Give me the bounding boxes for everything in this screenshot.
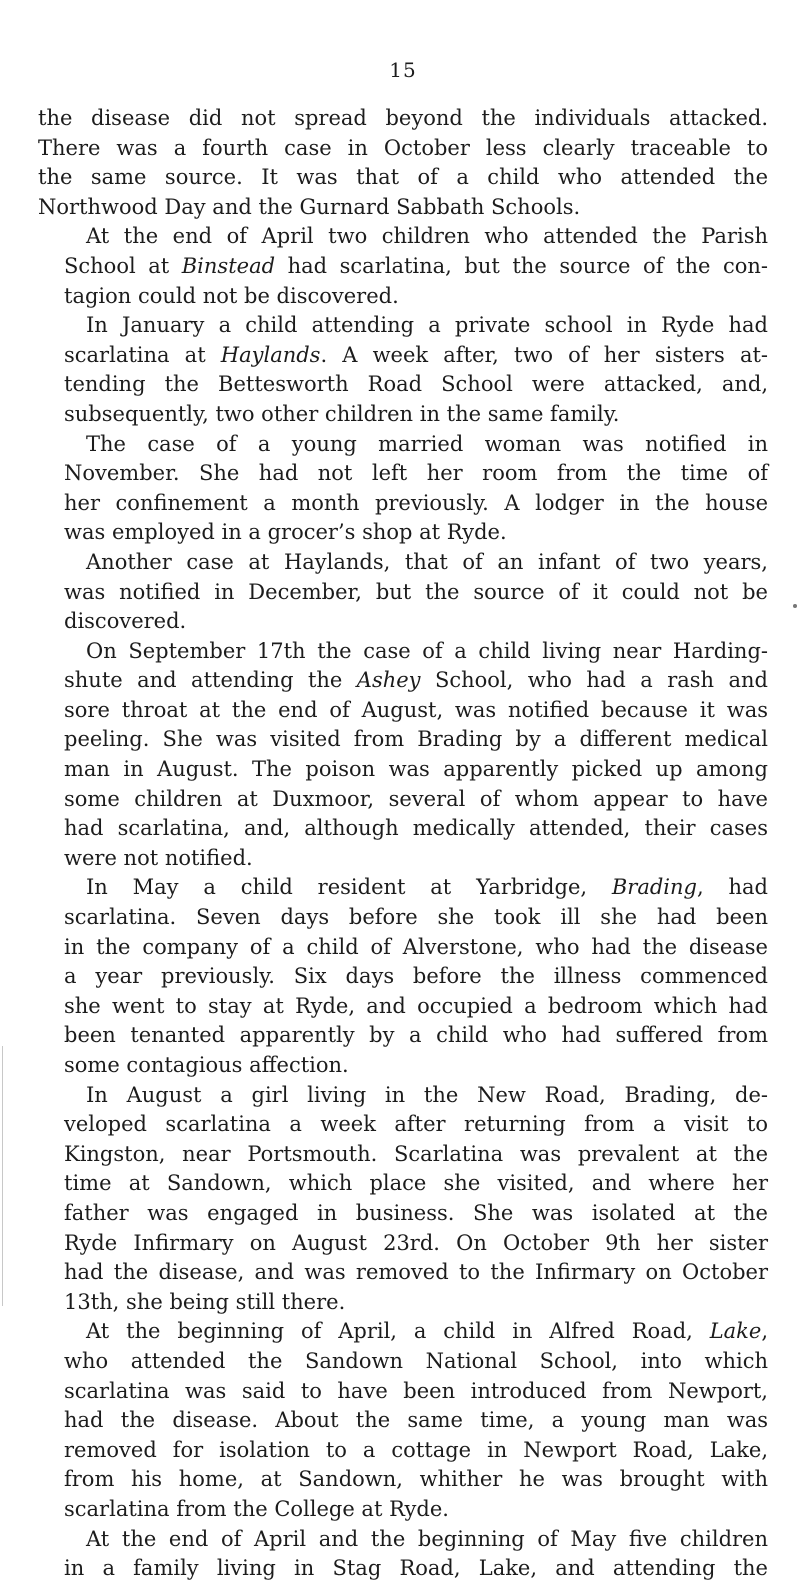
text-line: in the company of a child of Alverstone, who had the disease (64, 934, 768, 959)
text-line: There was a fourth case in October less clearly traceable to (38, 135, 768, 160)
text-line: Ryde Infirmary on August 23rd. On October 9th her sister (64, 1230, 768, 1255)
paragraph (38, 222, 768, 311)
text-line: In May a child resident at Yarbridge, Brading, had (86, 875, 768, 900)
paragraph (38, 1525, 768, 1584)
text-line: In August a girl living in the New Road, Brading, de- (86, 1082, 768, 1107)
text-line: The case of a young married woman was notified in (86, 431, 768, 456)
text-line: peeling. She was visited from Brading by a different medical (64, 727, 768, 752)
text-line: scarlatina at Haylands. A week after, two of her sisters at- (64, 342, 769, 367)
text-line: had the disease, and was removed to the Infirmary on October (64, 1260, 768, 1285)
text-line: in a family living in Stag Road, Lake, and attending the (64, 1556, 768, 1581)
text-line: 13th, she being still there. (64, 1289, 346, 1314)
text-line: discovered. (64, 609, 187, 634)
paragraph (38, 637, 768, 874)
text-line: scarlatina was said to have been introduced from Newport, (64, 1378, 768, 1403)
text-line: time at Sandown, which place she visited, and where her (64, 1171, 768, 1196)
text-line: scarlatina from the College at Ryde. (64, 1496, 449, 1521)
text-line: School at Binstead had scarlatina, but the source of the con- (64, 253, 768, 278)
text-line: a year previously. Six days before the illness commenced (64, 964, 768, 989)
text-line: veloped scarlatina a week after returning from a visit to (64, 1112, 768, 1137)
text-line: At the beginning of April, a child in Alfred Road, Lake, (86, 1319, 768, 1344)
scan-margin-line (2, 1046, 3, 1306)
paragraph (38, 1081, 768, 1318)
text-line: were not notified. (64, 845, 253, 870)
text-line: who attended the Sandown National School, into which (64, 1348, 768, 1373)
text-line: man in August. The poison was apparently picked up among (64, 757, 768, 782)
text-line: some contagious affection. (64, 1053, 349, 1077)
text-line: had scarlatina, and, although medically attended, their cases (64, 816, 768, 841)
text-line: been tenanted apparently by a child who had suffered from (64, 1023, 768, 1048)
text-line: Kingston, near Portsmouth. Scarlatina was prevalent at the (64, 1141, 768, 1166)
paragraph (38, 311, 768, 429)
paragraph (38, 873, 768, 1080)
text-line: Northwood Day and the Gurnard Sabbath Schools. (38, 194, 581, 219)
place-name-italic: Ashey (356, 668, 421, 693)
page-number: 15 (389, 58, 417, 82)
scan-speck (793, 604, 797, 608)
text-line: At the end of April and the beginning of May five children (86, 1526, 768, 1551)
text-line: scarlatina. Seven days before she took ill she had been (64, 905, 768, 930)
text-line: sore throat at the end of August, was notified because it was (64, 697, 768, 722)
text-line: November. She had not left her room from the time of (64, 461, 768, 486)
text-line: On September 17th the case of a child living near Harding- (86, 638, 768, 663)
text-line: removed for isolation to a cottage in Newport Road, Lake, (64, 1437, 768, 1462)
paragraph (38, 104, 768, 222)
text-line: tending the Bettesworth Road School were attacked, and, (64, 372, 768, 397)
text-line: shute and attending the Ashey School, who had a rash and (64, 668, 768, 693)
text-line: had the disease. About the same time, a young man was (64, 1408, 768, 1433)
text-line: was employed in a grocer’s shop at Ryde. (64, 520, 507, 545)
paragraph (38, 1317, 768, 1524)
place-name-italic: Brading (611, 875, 697, 900)
text-line: was notified in December, but the source of it could not be (64, 579, 768, 604)
place-name-italic: Lake (709, 1319, 762, 1344)
body-text (38, 104, 768, 1584)
text-line: subsequently, two other children in the same family. (64, 401, 620, 426)
paragraph (38, 430, 768, 548)
text-line: from his home, at Sandown, whither he was brought with (64, 1467, 768, 1492)
text-line: Another case at Haylands, that of an infant of two years, (86, 549, 768, 574)
document-page (38, 0, 769, 1581)
text-line: In January a child attending a private school in Ryde had (86, 313, 768, 338)
text-line: the disease did not spread beyond the individuals attacked. (38, 106, 768, 130)
text-line: her confinement a month previously. A lodger in the house (64, 490, 768, 515)
place-name-italic: Binstead (181, 253, 276, 278)
text-line: some children at Duxmoor, several of whom appear to have (64, 786, 768, 811)
text-line: she went to stay at Ryde, and occupied a bedroom which had (64, 993, 768, 1018)
text-line: tagion could not be discovered. (64, 283, 399, 308)
text-line: the same source. It was that of a child who attended the (38, 165, 768, 190)
text-line: At the end of April two children who attended the Parish (86, 224, 768, 249)
place-name-italic: Haylands (220, 342, 321, 367)
paragraph (38, 548, 768, 637)
text-line: father was engaged in business. She was isolated at the (64, 1200, 768, 1225)
